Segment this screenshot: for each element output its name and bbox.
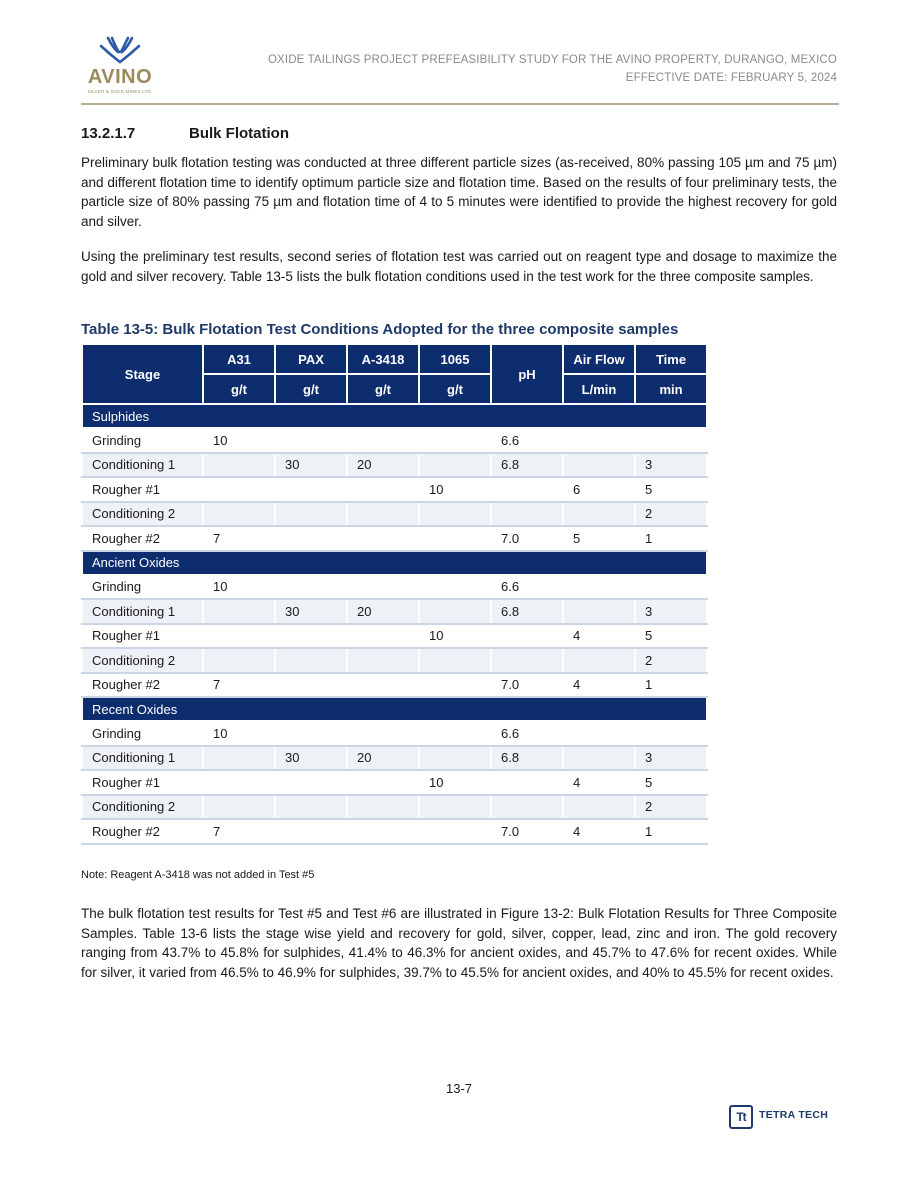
stage-cell: Conditioning 2 (82, 502, 203, 527)
table-cell: 10 (203, 428, 275, 453)
table-row (82, 526, 707, 551)
table-cell (419, 819, 491, 844)
unit-a31: g/t (203, 374, 275, 404)
table-row (82, 428, 707, 453)
table-cell (563, 746, 635, 771)
table-cell (275, 770, 347, 795)
table-cell: 10 (419, 770, 491, 795)
header-project-title: OXIDE TAILINGS PROJECT PREFEASIBILITY STUDY FOR THE AVINO PROPERTY, DURANGO, MEXICO (267, 54, 837, 66)
table-cell: 2 (635, 502, 707, 527)
table-cell (347, 795, 419, 820)
table-cell (347, 526, 419, 551)
stage-cell: Rougher #1 (82, 477, 203, 502)
tetra-tech-wordmark: TETRA TECH (759, 1109, 829, 1121)
table-cell (347, 624, 419, 649)
table-cell: 6.6 (491, 721, 563, 746)
table-cell (203, 624, 275, 649)
header-effective-date: EFFECTIVE DATE: FEBRUARY 5, 2024 (625, 72, 837, 84)
table-cell: 6.8 (491, 599, 563, 624)
table-cell (203, 599, 275, 624)
col-header-1065: 1065 (419, 344, 491, 374)
table-cell: 3 (635, 599, 707, 624)
table-cell: 1 (635, 819, 707, 844)
table-cell (347, 770, 419, 795)
table-cell: 5 (635, 770, 707, 795)
table-cell (275, 428, 347, 453)
logo-subtitle: SILVER & GOLD MINES LTD. (87, 89, 153, 94)
table-cell: 20 (347, 746, 419, 771)
table-cell (491, 502, 563, 527)
table-cell: 5 (635, 477, 707, 502)
paragraph-results: The bulk flotation test results for Test #5 and Test #6 are illustrated in Figure 13-2: Bulk Flotation Results for Three Composite Samples. Table 13-6 lists the stage wise yield and recovery for gold, silver, copper, lead, zinc and iron. The gold recovery ranging from 43.7% to 45.8% for sulphides, 41.4% to 46.3% for ancient oxides, and 45.7% to 47.6% for recent oxides. While for silver, it varied from 46.5% to 46.9% for sulphides, 39.7% to 45.5% for ancient oxides, and 40% to 45.5% for recent oxides. (81, 906, 837, 980)
table-cell: 30 (275, 746, 347, 771)
table-cell: 30 (275, 453, 347, 478)
table-caption: Table 13-5: Bulk Flotation Test Conditions Adopted for the three composite samples (81, 321, 679, 338)
stage-cell: Grinding (82, 575, 203, 600)
table-cell: 6.8 (491, 746, 563, 771)
table-cell (419, 746, 491, 771)
table-row (82, 746, 707, 771)
table-cell: 6.6 (491, 428, 563, 453)
table-cell (347, 477, 419, 502)
table-cell: 4 (563, 624, 635, 649)
table-cell (275, 526, 347, 551)
table-cell: 7 (203, 819, 275, 844)
table-cell (275, 795, 347, 820)
table-cell (491, 770, 563, 795)
table-cell (419, 428, 491, 453)
avino-logo (82, 36, 158, 98)
table-cell (419, 526, 491, 551)
table-cell: 3 (635, 746, 707, 771)
table-row (82, 673, 707, 698)
paragraph-preliminary-testing: Preliminary bulk flotation testing was conducted at three different particle sizes (as-received, 80% passing 105 µm and 75 µm) and different flotation time to identify optimum particle size and flotation time. Based on the results of four preliminary tests, the particle size of 80% passing 75 µm and flotation time of 4 to 5 minutes were identified to provide the highest recovery for gold and silver. (81, 155, 837, 229)
table-cell: 4 (563, 673, 635, 698)
table-cell (203, 795, 275, 820)
table-cell (347, 428, 419, 453)
table-body (82, 404, 707, 844)
table-note: Note: Reagent A-3418 was not added in Test #5 (81, 869, 315, 881)
table-cell: 6.8 (491, 453, 563, 478)
table-cell (347, 575, 419, 600)
table-cell: 20 (347, 453, 419, 478)
flotation-conditions-table (81, 343, 708, 845)
table-cell (419, 575, 491, 600)
table-cell: 20 (347, 599, 419, 624)
table-cell (419, 453, 491, 478)
stage-cell: Conditioning 1 (82, 746, 203, 771)
table-row (82, 795, 707, 820)
group-label: Ancient Oxides (82, 551, 707, 575)
table-row (82, 477, 707, 502)
table-row (82, 819, 707, 844)
table-cell: 6 (563, 477, 635, 502)
stage-cell: Conditioning 2 (82, 648, 203, 673)
table-cell: 10 (419, 624, 491, 649)
table-cell (275, 477, 347, 502)
unit-a3418: g/t (347, 374, 419, 404)
col-header-stage: Stage (82, 344, 203, 404)
table-row (82, 624, 707, 649)
logo-wordmark: AVINO (87, 66, 153, 88)
table-header-row (82, 344, 707, 374)
group-label: Sulphides (82, 404, 707, 428)
table-cell (419, 795, 491, 820)
table-cell (563, 453, 635, 478)
table-cell (635, 575, 707, 600)
table-cell (419, 673, 491, 698)
table-cell (203, 746, 275, 771)
table-cell: 7.0 (491, 673, 563, 698)
table-cell (275, 648, 347, 673)
stage-cell: Rougher #1 (82, 624, 203, 649)
stage-cell: Rougher #2 (82, 526, 203, 551)
unit-1065: g/t (419, 374, 491, 404)
table-cell (275, 624, 347, 649)
table-cell (275, 819, 347, 844)
table-group-row (82, 404, 707, 428)
unit-airflow: L/min (563, 374, 635, 404)
col-header-time: Time (635, 344, 707, 374)
avino-fan-logo-icon (82, 36, 158, 68)
table-cell: 7 (203, 526, 275, 551)
table-cell: 4 (563, 819, 635, 844)
table-cell (203, 648, 275, 673)
table-cell (419, 721, 491, 746)
table-cell: 10 (419, 477, 491, 502)
table-group-row (82, 551, 707, 575)
page-number: 13-7 (445, 1081, 473, 1096)
table-cell: 3 (635, 453, 707, 478)
table-cell (491, 477, 563, 502)
table-cell (419, 502, 491, 527)
table-cell (563, 721, 635, 746)
section-title: Bulk Flotation (189, 125, 289, 142)
table-cell (563, 502, 635, 527)
table-cell: 2 (635, 648, 707, 673)
col-header-pax: PAX (275, 344, 347, 374)
table-cell: 30 (275, 599, 347, 624)
header-divider (81, 103, 839, 105)
table-row (82, 453, 707, 478)
table-cell: 6.6 (491, 575, 563, 600)
col-header-airflow: Air Flow (563, 344, 635, 374)
table-cell (635, 721, 707, 746)
table-cell (419, 599, 491, 624)
stage-cell: Rougher #2 (82, 819, 203, 844)
table-cell (491, 648, 563, 673)
table-cell: 4 (563, 770, 635, 795)
stage-cell: Grinding (82, 721, 203, 746)
stage-cell: Conditioning 1 (82, 599, 203, 624)
table-cell (347, 648, 419, 673)
table-cell (203, 770, 275, 795)
table-row (82, 502, 707, 527)
table-cell (563, 428, 635, 453)
tetra-tech-logo-icon: Tt (729, 1105, 753, 1129)
unit-time: min (635, 374, 707, 404)
table-cell (275, 673, 347, 698)
table-cell (275, 575, 347, 600)
unit-pax: g/t (275, 374, 347, 404)
table-cell (203, 502, 275, 527)
col-header-a3418: A-3418 (347, 344, 419, 374)
table-cell (275, 721, 347, 746)
stage-cell: Rougher #1 (82, 770, 203, 795)
table-cell: 1 (635, 526, 707, 551)
table-cell (347, 721, 419, 746)
col-header-ph: pH (491, 344, 563, 404)
table-cell: 7.0 (491, 819, 563, 844)
table-cell (491, 795, 563, 820)
table-cell: 7.0 (491, 526, 563, 551)
table-cell: 7 (203, 673, 275, 698)
col-header-a31: A31 (203, 344, 275, 374)
table-cell: 10 (203, 575, 275, 600)
table-cell (347, 502, 419, 527)
table-cell (563, 575, 635, 600)
table-cell (203, 453, 275, 478)
table-cell (635, 428, 707, 453)
table-cell (347, 819, 419, 844)
table-cell: 1 (635, 673, 707, 698)
table-cell: 2 (635, 795, 707, 820)
table-cell (275, 502, 347, 527)
table-cell (419, 648, 491, 673)
table-row (82, 648, 707, 673)
table-cell: 5 (563, 526, 635, 551)
table-cell (491, 624, 563, 649)
table-cell: 5 (635, 624, 707, 649)
table-cell (563, 795, 635, 820)
table-row (82, 599, 707, 624)
stage-cell: Rougher #2 (82, 673, 203, 698)
stage-cell: Conditioning 1 (82, 453, 203, 478)
table-row (82, 770, 707, 795)
stage-cell: Grinding (82, 428, 203, 453)
table-cell (563, 648, 635, 673)
table-cell (203, 477, 275, 502)
table-cell (563, 599, 635, 624)
table-row (82, 721, 707, 746)
group-label: Recent Oxides (82, 697, 707, 721)
paragraph-second-series: Using the preliminary test results, second series of flotation test was carried out on reagent type and dosage to maximize the gold and silver recovery. Table 13-5 lists the bulk flotation conditions used in the test work for the three composite samples. (81, 249, 837, 284)
table-row (82, 575, 707, 600)
table-cell: 10 (203, 721, 275, 746)
table-group-row (82, 697, 707, 721)
table-cell (347, 673, 419, 698)
section-number: 13.2.1.7 (81, 125, 136, 142)
stage-cell: Conditioning 2 (82, 795, 203, 820)
